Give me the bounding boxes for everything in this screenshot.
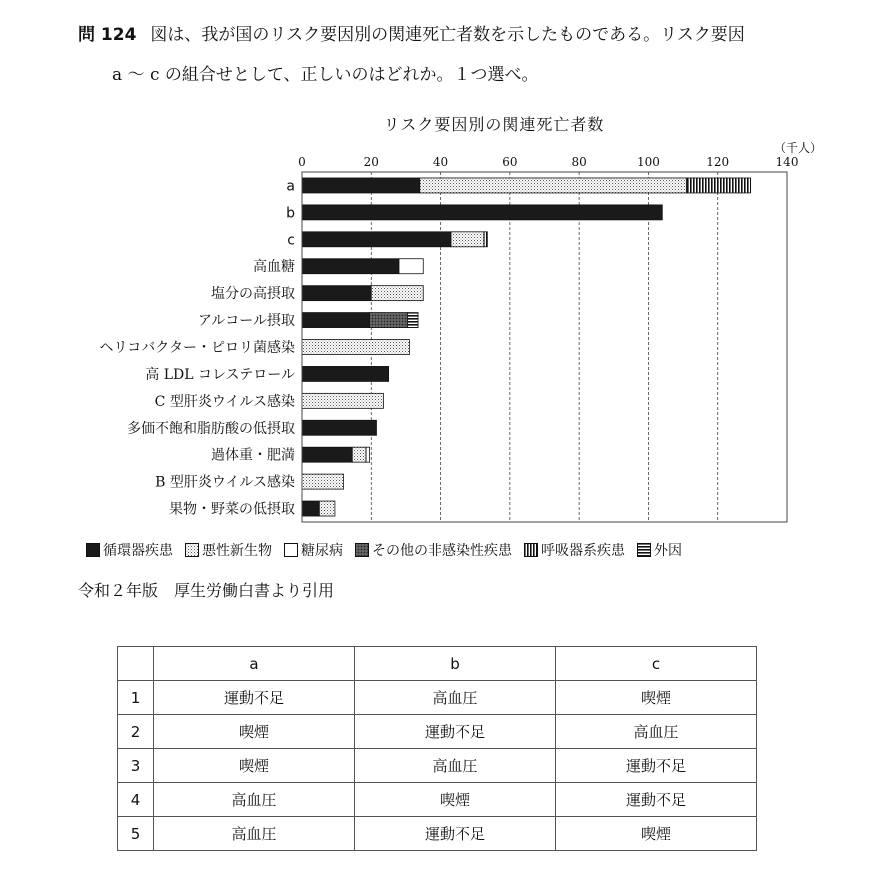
legend-item bbox=[86, 540, 173, 560]
bar-segment bbox=[302, 447, 352, 462]
header-cell-b: b bbox=[355, 647, 556, 681]
bar-segment bbox=[302, 232, 451, 247]
bar-segment bbox=[302, 501, 319, 516]
cell-a: 運動不足 bbox=[154, 681, 355, 715]
legend-label: 悪性新生物 bbox=[202, 543, 272, 559]
category-label: c bbox=[287, 232, 295, 249]
header-cell-c: c bbox=[556, 647, 757, 681]
bar-segment bbox=[319, 501, 335, 516]
question-line-2: a ～ c の組合せとして、正しいのはどれか。１つ選べ。 bbox=[112, 65, 539, 85]
bar-segment bbox=[302, 178, 420, 193]
legend-swatch bbox=[185, 543, 199, 557]
legend-swatch bbox=[86, 543, 100, 557]
bar-segment bbox=[302, 340, 409, 355]
legend-swatch bbox=[284, 543, 298, 557]
cell-c: 喫煙 bbox=[556, 817, 757, 851]
header-cell-a: a bbox=[154, 647, 355, 681]
legend-swatch bbox=[355, 543, 369, 557]
category-label: C 型肝炎ウイルス感染 bbox=[154, 393, 295, 410]
bar-segment bbox=[366, 447, 369, 462]
table-row[interactable] bbox=[118, 681, 757, 715]
x-tick-label: 20 bbox=[363, 155, 379, 169]
cell-c: 運動不足 bbox=[556, 749, 757, 783]
category-label: アルコール摂取 bbox=[197, 313, 295, 330]
source-citation: 令和２年版 厚生労働白書より引用 bbox=[78, 581, 335, 600]
legend-item bbox=[284, 540, 343, 560]
legend-item bbox=[185, 540, 272, 560]
option-number: 3 bbox=[118, 749, 154, 783]
legend-label: 呼吸器系疾患 bbox=[541, 543, 625, 559]
bar-segment bbox=[370, 313, 408, 328]
legend-swatch bbox=[524, 543, 538, 557]
bar-segment bbox=[302, 393, 383, 408]
bar-segment bbox=[302, 474, 344, 489]
table-row[interactable] bbox=[118, 783, 757, 817]
table-header-row bbox=[118, 647, 757, 681]
bar-segment bbox=[352, 447, 366, 462]
x-tick-label: 140 bbox=[775, 155, 799, 169]
x-tick-label: 40 bbox=[432, 155, 449, 169]
category-label: 高血糖 bbox=[253, 259, 295, 276]
bar-segment bbox=[399, 259, 423, 274]
bar-segment bbox=[302, 205, 662, 220]
unit-label: （千人） bbox=[774, 141, 823, 155]
cell-b: 運動不足 bbox=[355, 817, 556, 851]
cell-c: 高血圧 bbox=[556, 715, 757, 749]
legend-item bbox=[524, 540, 625, 560]
bar-segment bbox=[302, 366, 389, 381]
bar-segment bbox=[687, 178, 751, 193]
category-label: 高 LDL コレステロール bbox=[145, 366, 295, 383]
table-row[interactable] bbox=[118, 817, 757, 851]
bar-segment bbox=[408, 313, 418, 328]
bar-segment bbox=[302, 420, 376, 435]
bar-segment bbox=[371, 286, 423, 301]
category-label: 過体重・肥満 bbox=[211, 447, 295, 464]
cell-b: 運動不足 bbox=[355, 715, 556, 749]
cell-c: 喫煙 bbox=[556, 681, 757, 715]
bar-segment bbox=[484, 232, 487, 247]
x-tick-label: 60 bbox=[502, 155, 518, 169]
category-label: 多価不飽和脂肪酸の低摂取 bbox=[127, 420, 295, 437]
legend-label: 糖尿病 bbox=[301, 543, 343, 559]
cell-b: 高血圧 bbox=[355, 681, 556, 715]
chart-legend bbox=[86, 540, 682, 560]
option-number: 2 bbox=[118, 715, 154, 749]
bar-segment bbox=[420, 178, 687, 193]
question-number: 問 124 bbox=[78, 25, 137, 45]
category-label: b bbox=[286, 205, 295, 222]
answer-table bbox=[117, 646, 757, 851]
option-number: 5 bbox=[118, 817, 154, 851]
category-label: ヘリコバクター・ピロリ菌感染 bbox=[99, 340, 295, 356]
cell-c: 運動不足 bbox=[556, 783, 757, 817]
cell-a: 喫煙 bbox=[154, 749, 355, 783]
question-text-1: 図は、我が国のリスク要因別の関連死亡者数を示したものである。リスク要因 bbox=[150, 25, 745, 45]
option-number: 4 bbox=[118, 783, 154, 817]
bar-segment bbox=[302, 313, 370, 328]
bar-segment bbox=[302, 286, 371, 301]
legend-label: その他の非感染性疾患 bbox=[372, 543, 512, 559]
chart-title: リスク要因別の関連死亡者数 bbox=[383, 115, 605, 134]
cell-b: 高血圧 bbox=[355, 749, 556, 783]
table-row[interactable] bbox=[118, 715, 757, 749]
legend-item bbox=[355, 540, 512, 560]
legend-item bbox=[637, 540, 682, 560]
category-label: 塩分の高摂取 bbox=[211, 286, 295, 303]
cell-b: 喫煙 bbox=[355, 783, 556, 817]
table-row[interactable] bbox=[118, 749, 757, 783]
cell-a: 高血圧 bbox=[154, 817, 355, 851]
cell-a: 喫煙 bbox=[154, 715, 355, 749]
x-tick-label: 120 bbox=[706, 155, 730, 169]
bar-segment bbox=[451, 232, 484, 247]
header-cell-blank bbox=[118, 647, 154, 681]
cell-a: 高血圧 bbox=[154, 783, 355, 817]
bar-segment bbox=[302, 259, 399, 274]
legend-label: 外因 bbox=[654, 543, 682, 559]
legend-swatch bbox=[637, 543, 651, 557]
category-label: 果物・野菜の低摂取 bbox=[169, 501, 295, 518]
category-label: B 型肝炎ウイルス感染 bbox=[155, 474, 295, 491]
option-number: 1 bbox=[118, 681, 154, 715]
legend-label: 循環器疾患 bbox=[103, 543, 173, 559]
x-tick-label: 80 bbox=[571, 155, 587, 169]
x-tick-label: 100 bbox=[636, 155, 660, 169]
x-tick-label: 0 bbox=[298, 155, 306, 169]
category-label: a bbox=[286, 178, 295, 195]
